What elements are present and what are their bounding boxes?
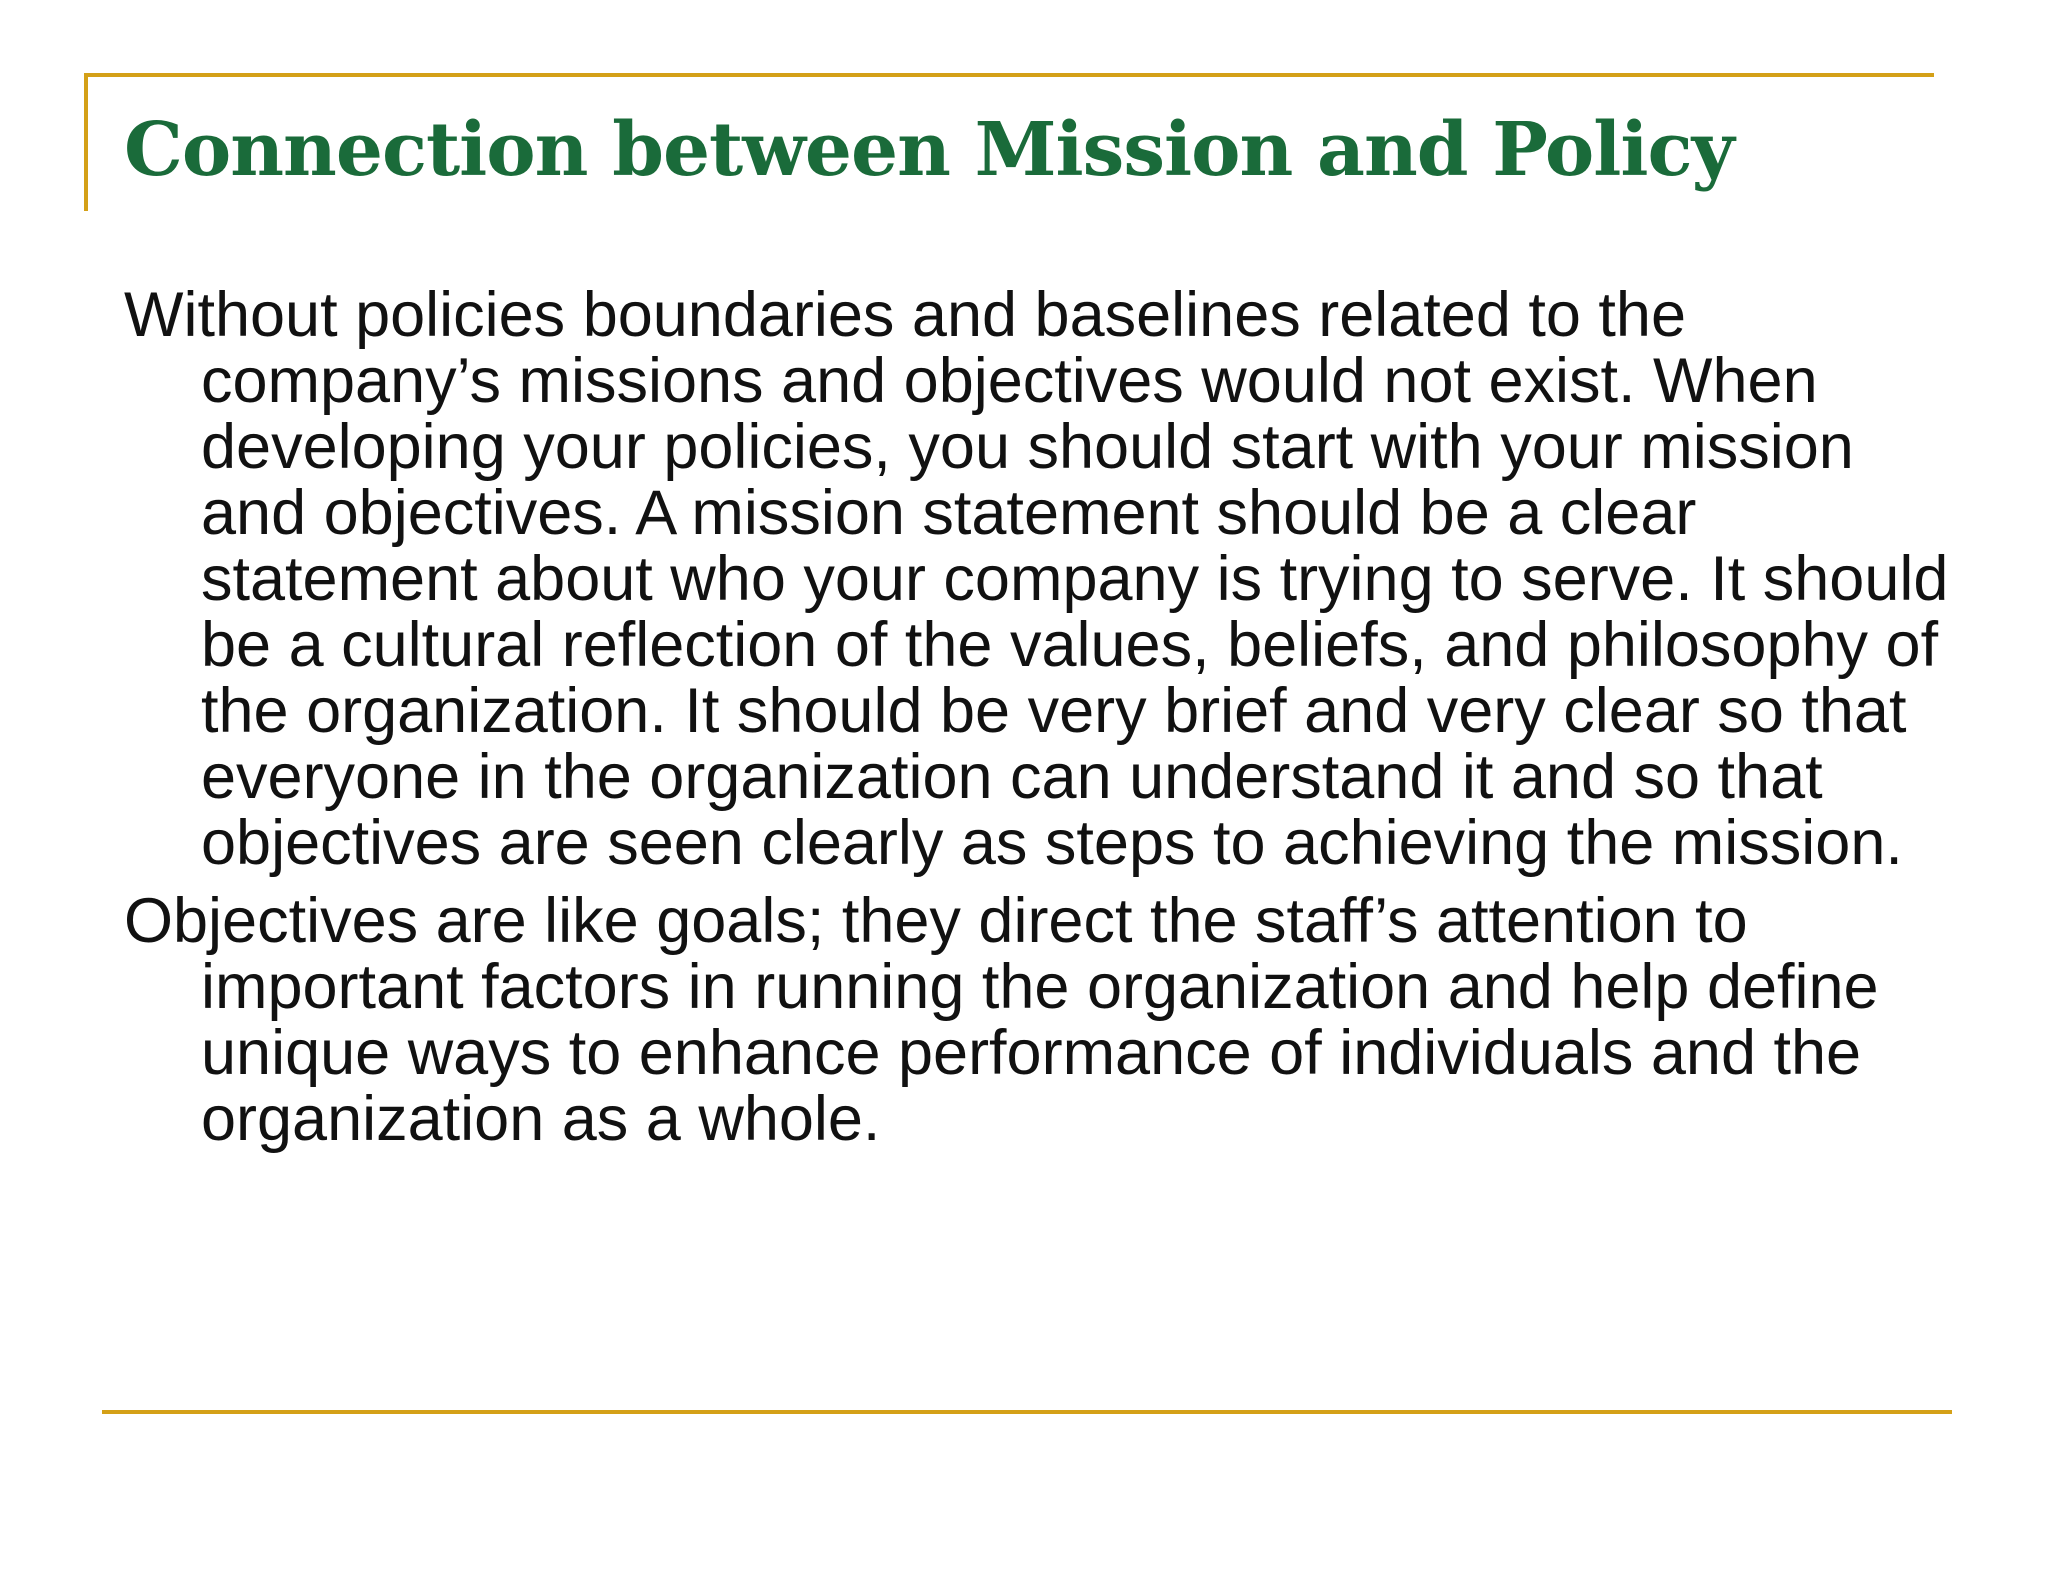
- slide-body: [124, 282, 1954, 1164]
- top-rule-divider: [84, 73, 1934, 77]
- bottom-rule-divider: [102, 1410, 1952, 1414]
- left-rule-divider: [84, 73, 88, 211]
- paragraph-objectives: Objectives are like goals; they direct the staff’s attention to important factors in running the organization and help define unique ways to enhance performance of individuals and the organization as a whole.: [124, 886, 1879, 1154]
- paragraph-mission: Without policies boundaries and baselines related to the company’s missions and objectives would not exist. When developing your policies, you should start with your mission and objectives. A mission statement should be a clear statement about who your company is trying to serve. It should be a cultural reflection of the values, beliefs, and philosophy of the organization. It should be very brief and very clear so that everyone in the organization can understand it and so that objectives are seen clearly as steps to achieving the mission.: [124, 280, 1949, 878]
- slide-title: Connection between Mission and Policy: [124, 107, 1734, 193]
